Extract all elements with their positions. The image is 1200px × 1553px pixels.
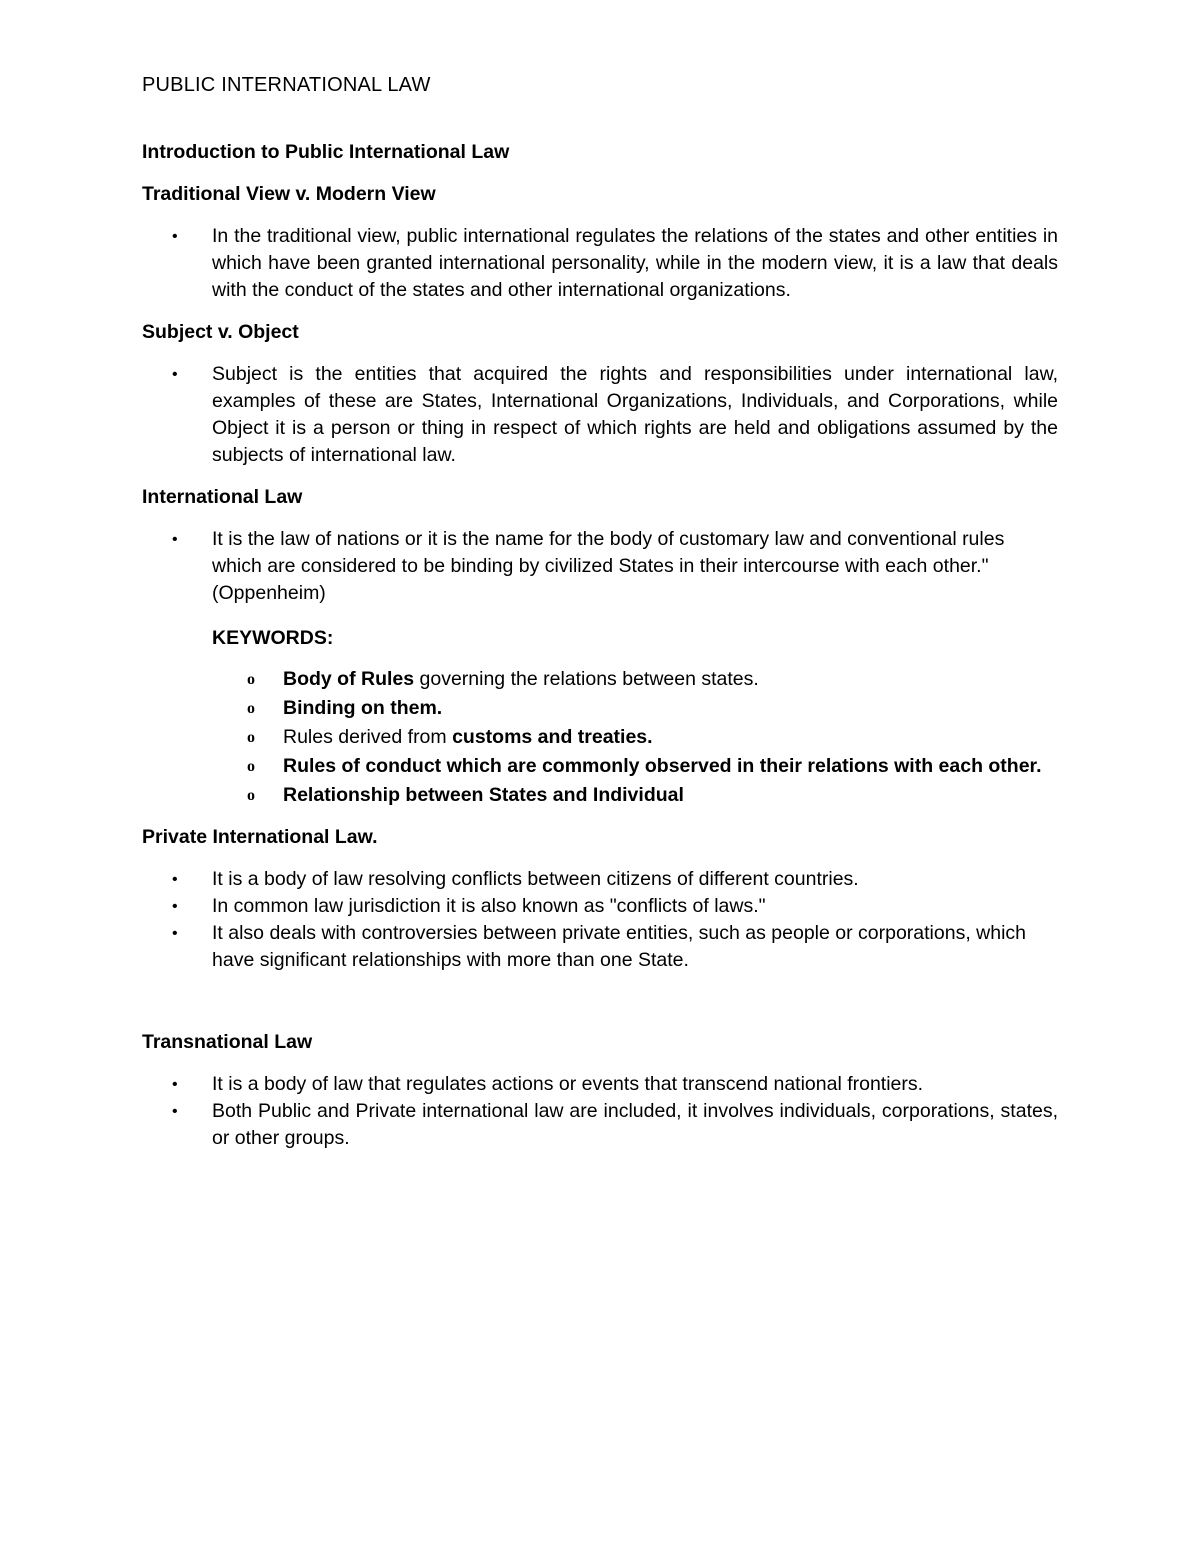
list-item bbox=[142, 361, 1058, 469]
list-item bbox=[142, 1098, 1058, 1152]
keyword-item bbox=[142, 782, 1058, 809]
bullet-icon: • bbox=[172, 1076, 178, 1093]
list-item-text: In common law jurisdiction it is also known as "conflicts of laws." bbox=[212, 895, 766, 917]
bullet-icon: • bbox=[172, 531, 178, 548]
bullet-icon: • bbox=[172, 871, 178, 888]
keyword-bold-text: Binding on them. bbox=[283, 697, 443, 719]
keywords-list bbox=[142, 666, 1058, 809]
traditional-list bbox=[142, 223, 1058, 304]
keyword-item bbox=[142, 724, 1058, 751]
list-item bbox=[142, 920, 1058, 974]
keyword-bold-text: Body of Rules bbox=[283, 668, 415, 690]
bullet-icon: • bbox=[172, 925, 178, 942]
bullet-icon: • bbox=[172, 1103, 178, 1120]
international-list bbox=[142, 526, 1058, 607]
circle-bullet-icon: o bbox=[247, 671, 255, 688]
circle-bullet-icon: o bbox=[247, 787, 255, 804]
heading-private-international-law: Private International Law. bbox=[142, 826, 378, 848]
list-item bbox=[142, 223, 1058, 304]
keyword-bold-text: customs and treaties. bbox=[452, 726, 653, 748]
list-item-text: It also deals with controversies between private entities, such as people or corporations, which have significant relationships with more than one State. bbox=[212, 922, 1027, 971]
keyword-text: governing the relations between states. bbox=[414, 668, 759, 690]
bullet-icon: • bbox=[172, 366, 178, 383]
keyword-item bbox=[142, 753, 1058, 780]
list-item bbox=[142, 1071, 1058, 1098]
list-item-text: It is the law of nations or it is the name for the body of customary law and conventional rules which are considered to be binding by civilized States in their intercourse with each other." (Oppenheim) bbox=[212, 528, 1005, 604]
list-item-text: Subject is the entities that acquired the rights and responsibilities under international law, examples of these are States, International Organizations, Individuals, and Corporations, while Object it is a person or thing in respect of which rights are held and obligations assumed by the subjects of international law. bbox=[212, 363, 1058, 466]
list-item-text: Both Public and Private international law are included, it involves individuals, corporations, states, or other groups. bbox=[212, 1100, 1058, 1149]
subject-list bbox=[142, 361, 1058, 469]
keyword-bold-text: Rules of conduct which are commonly observed in their relations with each other. bbox=[283, 755, 1042, 777]
document-title: PUBLIC INTERNATIONAL LAW bbox=[142, 74, 431, 96]
keyword-text: Rules derived from bbox=[283, 726, 453, 748]
circle-bullet-icon: o bbox=[247, 700, 255, 717]
heading-introduction: Introduction to Public International Law bbox=[142, 141, 510, 163]
keyword-item bbox=[142, 666, 1058, 693]
document-page bbox=[142, 72, 1058, 1167]
keywords-title: KEYWORDS: bbox=[212, 627, 334, 649]
keyword-bold-text: Relationship between States and Individual bbox=[283, 784, 684, 806]
private-list bbox=[142, 866, 1058, 974]
list-item-text: In the traditional view, public international regulates the relations of the states and other entities in which have been granted international personality, while in the modern view, it is a law that deals with the conduct of the states and other international organizations. bbox=[212, 225, 1058, 301]
transnational-list bbox=[142, 1071, 1058, 1152]
list-item bbox=[142, 526, 1058, 607]
heading-subject-vs-object: Subject v. Object bbox=[142, 321, 299, 343]
circle-bullet-icon: o bbox=[247, 729, 255, 746]
list-item bbox=[142, 893, 1058, 920]
heading-traditional-vs-modern: Traditional View v. Modern View bbox=[142, 183, 436, 205]
keyword-item bbox=[142, 695, 1058, 722]
list-item-text: It is a body of law that regulates actions or events that transcend national frontiers. bbox=[212, 1073, 924, 1095]
list-item bbox=[142, 866, 1058, 893]
spacer bbox=[142, 989, 1058, 1029]
bullet-icon: • bbox=[172, 898, 178, 915]
bullet-icon: • bbox=[172, 228, 178, 245]
list-item-text: It is a body of law resolving conflicts between citizens of different countries. bbox=[212, 868, 859, 890]
heading-transnational-law: Transnational Law bbox=[142, 1031, 313, 1053]
heading-international-law: International Law bbox=[142, 486, 303, 508]
circle-bullet-icon: o bbox=[247, 758, 255, 775]
